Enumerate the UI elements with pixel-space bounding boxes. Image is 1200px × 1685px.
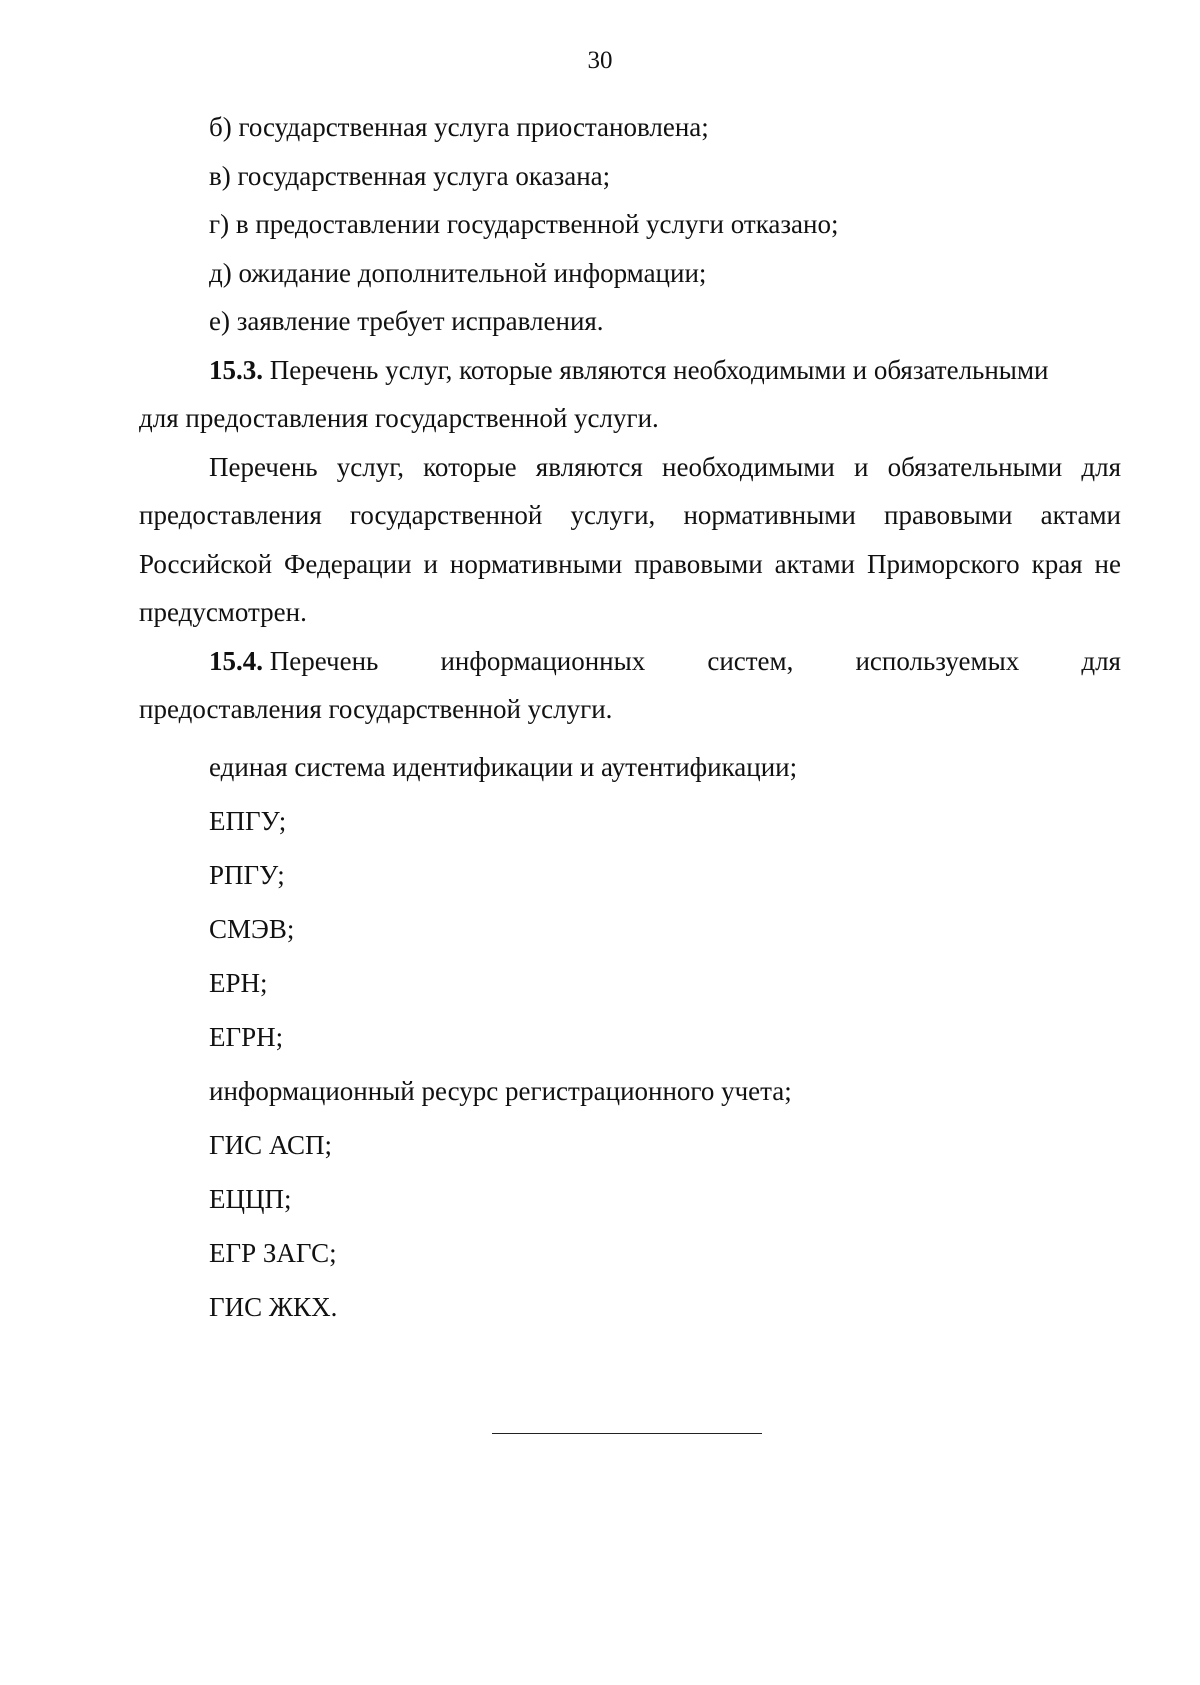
section-15-4-heading (139, 637, 1121, 686)
section-15-3-heading (139, 346, 1121, 395)
status-list (139, 103, 1121, 346)
section-15-4 (139, 637, 1121, 734)
page-number: 30 (587, 47, 613, 74)
systems-list (139, 740, 1121, 1334)
status-item: в) государственная услуга оказана; (209, 160, 611, 191)
systems-item: СМЭВ; (209, 913, 295, 944)
systems-item: единая система идентификации и аутентификации; (209, 751, 798, 782)
section-15-3-title-line2: для предоставления государственной услуги. (139, 403, 659, 433)
section-15-4-word: систем, (707, 645, 794, 676)
section-15-4-title-line2: предоставления государственной услуги. (139, 694, 613, 724)
section-15-4-number: 15.4. (209, 645, 263, 676)
systems-item: ЕЦЦП; (209, 1183, 292, 1214)
section-15-3-number: 15.3. (209, 354, 263, 385)
section-15-3 (139, 346, 1121, 637)
status-item: б) государственная услуга приостановлена; (209, 112, 709, 142)
status-item: г) в предоставлении государственной услуги отказано; (209, 209, 839, 239)
section-15-4-word: информационных (440, 645, 646, 676)
section-15-4-first-word (209, 637, 378, 686)
section-15-3-title-line1: Перечень услуг, которые являются необходимыми и обязательными (263, 354, 1049, 385)
systems-item: ЕГРН; (209, 1021, 284, 1052)
status-item: е) заявление требует исправления. (209, 306, 604, 336)
systems-item: РПГУ; (209, 859, 285, 890)
document-body (139, 103, 1121, 1334)
status-item: д) ожидание дополнительной информации; (209, 257, 707, 288)
systems-item: ГИС АСП; (209, 1129, 333, 1160)
end-of-document-rule (492, 1433, 762, 1434)
section-15-4-word: Перечень (269, 645, 379, 676)
section-15-4-word: используемых (855, 645, 1020, 676)
section-15-3-body: Перечень услуг, которые являются необходимыми и обязательными для предоставления государственной услуги, нормативными правовыми актами Российской Федерации и нормативными правовыми актами Приморского края не предусмотрен. (139, 451, 1121, 627)
systems-item: информационный ресурс регистрационного учета; (209, 1075, 792, 1106)
section-15-4-word: для (1081, 645, 1121, 676)
systems-item: ЕГР ЗАГС; (209, 1237, 337, 1268)
systems-item: ЕПГУ; (209, 805, 287, 836)
systems-item: ЕРН; (209, 967, 268, 998)
systems-item: ГИС ЖКХ. (209, 1291, 338, 1322)
